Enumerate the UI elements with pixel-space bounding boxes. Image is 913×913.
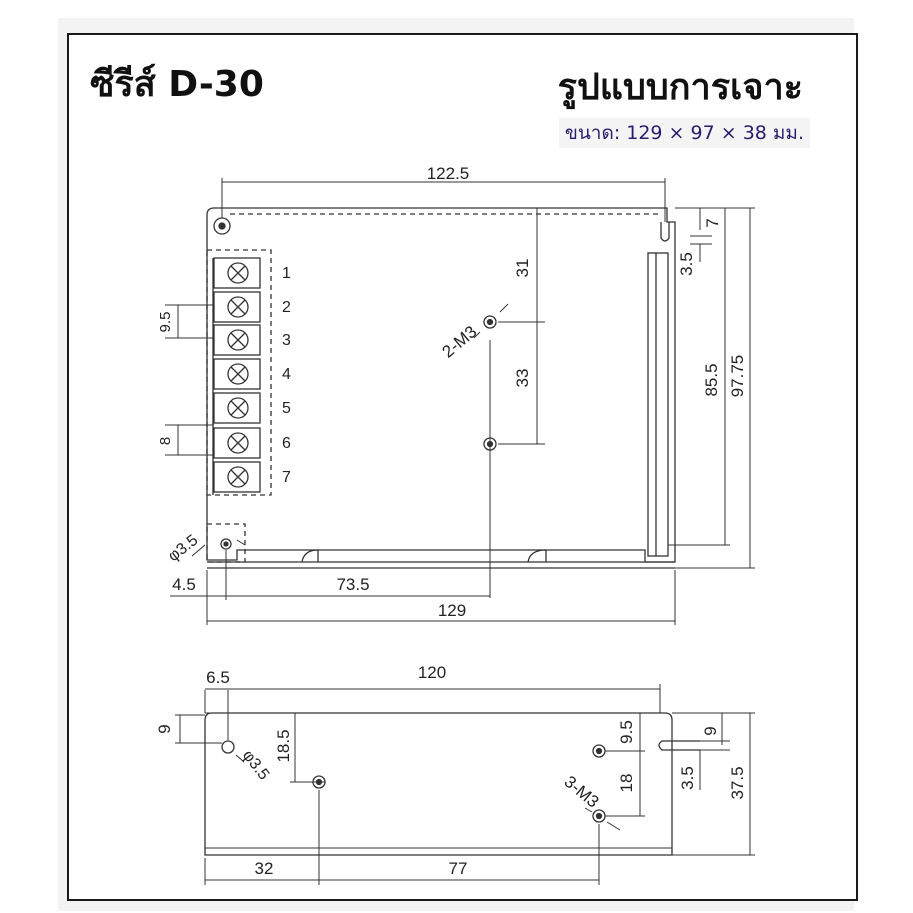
terminal-number-3: 3 <box>282 332 291 349</box>
dim-3-5-top: 3.5 <box>677 252 696 276</box>
terminal-number-2: 2 <box>282 299 291 316</box>
dim-73-5: 73.5 <box>336 575 370 594</box>
dim-9-left: 9 <box>155 724 174 734</box>
dim-8-terminal: 8 <box>157 436 174 446</box>
dim-3-5-side: 3.5 <box>678 766 697 790</box>
dim-18-side: 18 <box>617 773 636 793</box>
terminal-number-5: 5 <box>282 400 291 417</box>
clip-right <box>528 550 546 562</box>
screw-label-3-m3: 3-M3 <box>560 772 603 812</box>
top-slot <box>661 222 669 241</box>
dim-129: 129 <box>437 601 467 620</box>
dim-31: 31 <box>513 258 532 278</box>
terminal-number-6: 6 <box>282 435 291 452</box>
top-view-outline <box>207 208 675 562</box>
dim-6-5: 6.5 <box>206 668 230 687</box>
terminal-number-1: 1 <box>282 265 291 282</box>
dim-37-5: 37.5 <box>728 766 747 800</box>
side-slot <box>659 741 700 750</box>
terminal-screws <box>214 258 260 492</box>
clip-left <box>302 550 318 562</box>
dim-85-5: 85.5 <box>702 363 721 397</box>
terminal-number-4: 4 <box>282 366 291 383</box>
dim-18-5: 18.5 <box>274 729 293 763</box>
dim-phi-3-5-side: φ3.5 <box>238 747 273 784</box>
dim-77: 77 <box>448 859 468 878</box>
dim-phi-3-5-top: φ3.5 <box>165 531 202 566</box>
dim-4-5: 4.5 <box>172 575 196 594</box>
dim-33: 33 <box>513 368 532 388</box>
dim-122-5: 122.5 <box>426 164 470 183</box>
side-hole-left <box>222 741 234 753</box>
series-title: ซีรีส์ D-30 <box>90 64 264 105</box>
screw-label-2-m3: 2-M3 <box>438 322 481 362</box>
size-label: ขนาด: 129 × 97 × 38 มม. <box>559 118 810 148</box>
drill-pattern-title: รูปแบบการเจาะ <box>557 67 803 108</box>
dim-32: 32 <box>254 859 274 878</box>
dim-9-5-side: 9.5 <box>617 720 636 744</box>
top-view-side-bar <box>648 253 668 556</box>
dim-120: 120 <box>417 663 447 682</box>
dim-7: 7 <box>703 218 722 228</box>
dim-97-75: 97.75 <box>728 354 747 398</box>
dim-9-right: 9 <box>701 726 720 736</box>
terminal-number-7: 7 <box>282 469 291 486</box>
dim-9-5-terminal: 9.5 <box>157 311 174 333</box>
